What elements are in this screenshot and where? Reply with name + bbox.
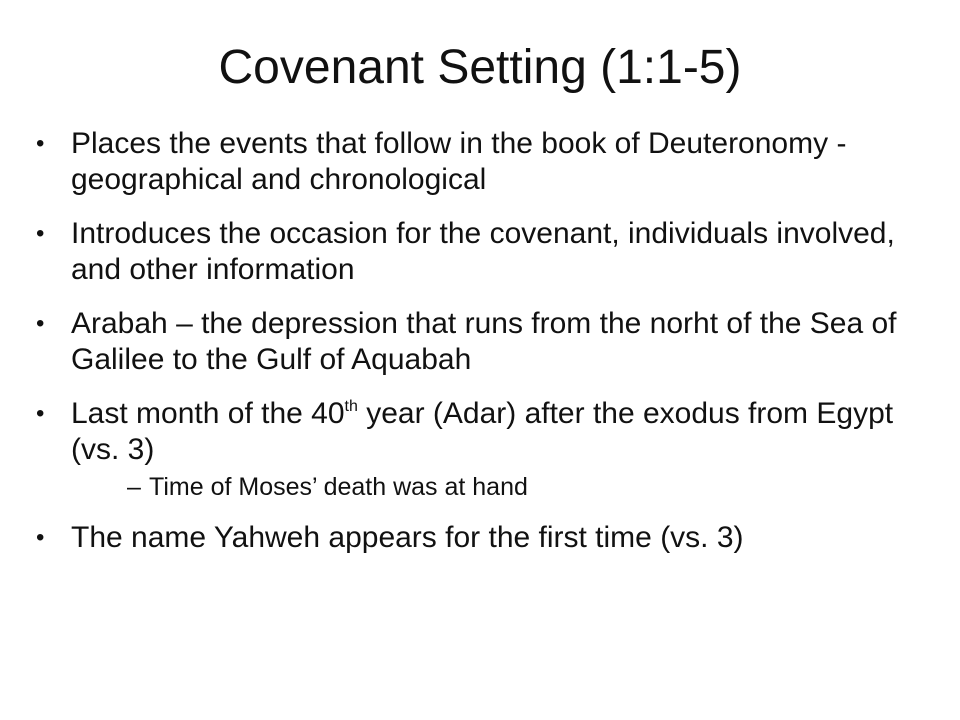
- sub-bullet-text: Time of Moses’ death was at hand: [149, 473, 528, 501]
- bullet-icon: •: [36, 400, 45, 427]
- bullet-item: [36, 306, 926, 378]
- bullet-list: [36, 126, 926, 574]
- bullet-icon: •: [36, 310, 45, 337]
- bullet-text: Arabah – the depression that runs from the norht of the Sea of Galilee to the Gulf of Aquabah: [71, 307, 897, 376]
- superscript-th: th: [344, 398, 358, 415]
- bullet-item: [36, 520, 926, 556]
- bullet-text-after: year (Adar) after the exodus from Egypt (vs. 3): [71, 397, 894, 466]
- bullet-item: [36, 126, 926, 198]
- bullet-text: The name Yahweh appears for the first time (vs. 3): [71, 521, 744, 554]
- bullet-text: Places the events that follow in the book of Deuteronomy - geographical and chronological: [71, 127, 847, 196]
- dash-icon: –: [127, 473, 141, 501]
- slide-title: Covenant Setting (1:1-5): [218, 41, 742, 94]
- sub-bullet-item: [71, 472, 926, 502]
- bullet-icon: •: [36, 524, 45, 551]
- bullet-item: [36, 216, 926, 288]
- bullet-icon: •: [36, 130, 45, 157]
- bullet-icon: •: [36, 220, 45, 247]
- bullet-text: [71, 397, 893, 466]
- bullet-text-before: Last month of the 40: [71, 397, 345, 430]
- bullet-text: Introduces the occasion for the covenant, individuals involved, and other information: [71, 217, 895, 286]
- bullet-item: [36, 396, 926, 502]
